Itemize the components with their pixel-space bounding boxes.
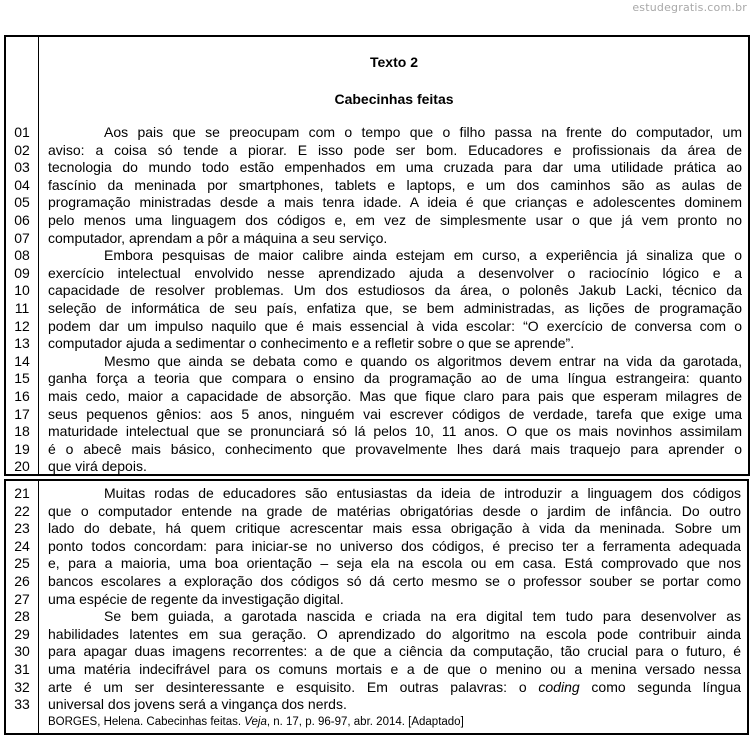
line-32-italic: coding [538, 678, 580, 695]
line-number: 28 [14, 608, 30, 625]
line-number: 24 [14, 537, 30, 554]
watermark: estudegratis.com.br [632, 1, 747, 14]
line-number: 30 [14, 643, 30, 660]
text-box-2 [4, 479, 749, 735]
line-number: 11 [14, 300, 30, 316]
text-line: exercício intelectual envolvido nesse aprendizado ajuda a desenvolver o raciocínio lógico e a [48, 264, 742, 281]
source-after: , n. 17, p. 96-97, abr. 2014. [Adaptado] [266, 716, 464, 728]
text-line: capacidade de resolver problemas. Um dos estudiosos da área, o polonês Jakub Lacki, técnico da [48, 282, 742, 299]
text-line: Se bem guiada, a garotada nascida e criada na era digital tem tudo para desenvolver as [104, 608, 741, 625]
line-number: 32 [14, 678, 30, 695]
text-line: e, para a maioria, uma boa orientação – seja ela na escola ou em casa. Está comprovado que nos [48, 555, 741, 572]
line-number: 07 [14, 229, 30, 246]
line-number: 19 [14, 440, 30, 457]
line-number: 02 [14, 141, 30, 158]
text-line: fascínio da meninada por smartphones, tablets e laptops, e um dos caminhos são as aulas de [48, 176, 742, 193]
source-before: BORGES, Helena. Cabecinhas feitas. [48, 716, 242, 728]
text-line: Aos pais que se preocupam com o tempo que o filho passa na frente do computador, um [104, 124, 742, 140]
text-line: maturidade intelectual que se pronunciará só lá pelos 10, 11 anos. O que os mais novinhos assimilam [48, 423, 742, 440]
text-line: mais cedo, maior a capacidade de absorção. Mas que fique claro para pais que esperam milagres de [48, 388, 742, 404]
text-line: universal dos jovens será a vingança dos nerds. [48, 696, 347, 713]
text-title: Cabecinhas feitas [334, 91, 454, 107]
text-line: tecnologia do mundo todo estão empenhados em uma cruzada para dar uma utilidade prática ao [48, 159, 742, 176]
line-number: 16 [14, 388, 30, 404]
text-label: Texto 2 [370, 54, 418, 70]
line-number: 22 [14, 502, 30, 519]
text-line: Mesmo que ainda se debata como e quando os algoritmos devem entrar na vida da garotada, [104, 352, 742, 369]
text-line: lado do debate, há quem critique acrescentar mais essa obrigação à vida da meninada. Sobre um [48, 520, 741, 537]
source-italic: Veja [244, 716, 267, 728]
line-number: 33 [14, 696, 30, 713]
line-number: 29 [14, 625, 30, 642]
text-line: pelo menos uma linguagem dos códigos e, em vez de simplesmente usar o que já vem pronto no [48, 212, 742, 228]
line-number: 13 [14, 335, 30, 352]
line-number: 26 [14, 573, 30, 589]
text-line: que virá depois. [48, 458, 147, 475]
line-number: 05 [14, 194, 30, 211]
text-line: podem dar um impulso naquilo que é mais essencial à vida escolar: “O exercício de conversa com o [48, 317, 742, 334]
line-number: 31 [14, 661, 30, 677]
line-number: 03 [14, 159, 30, 176]
line-number: 08 [14, 247, 30, 264]
text-line: que o computador entende na grade de matérias obrigatórias desde o jardim de infância. Do outro [48, 502, 741, 519]
text-line: uma espécie de regente da investigação digital. [48, 590, 344, 607]
text-line: Muitas rodas de educadores são entusiastas da ideia de introduzir a linguagem dos códigos [104, 485, 741, 501]
text-line: aviso: a coisa só tende a piorar. E isso pode ser bom. Educadores e profissionais da área de [48, 141, 742, 158]
line-number: 21 [14, 485, 30, 501]
source-citation [48, 716, 464, 728]
line-32-before: arte é um ser desinteressante e esquisito. Em outras palavras: o [48, 678, 527, 695]
line-number: 12 [14, 317, 30, 334]
line-number-divider [38, 37, 39, 474]
text-line: bancos escolares a exploração dos códigos só dá certo mesmo se o professor souber se portar como [48, 573, 741, 589]
text-line: computador, aprendam a pôr a máquina a seu serviço. [48, 229, 388, 246]
line-number: 04 [14, 176, 30, 193]
line-number: 01 [14, 124, 30, 140]
line-number: 18 [14, 423, 30, 440]
line-number: 15 [14, 370, 30, 387]
line-number: 09 [14, 264, 30, 281]
text-line: programação ministradas desde a mais tenra idade. A ideia é que crianças e adolescentes dominem [48, 194, 742, 211]
text-line: é o abecê mais básico, conhecimento que provavelmente lhes dará mais traquejo para aprender o [48, 440, 742, 457]
line-number: 14 [14, 352, 30, 369]
text-line: habilidades latentes em sua geração. O aprendizado do algoritmo na escola pode contribuir ainda [48, 625, 741, 642]
text-line: Embora pesquisas de maior calibre ainda estejam em curso, a experiência já sinaliza que o [104, 247, 742, 264]
line-number: 27 [14, 590, 30, 607]
line-number: 20 [14, 458, 30, 475]
line-number: 17 [14, 405, 30, 422]
line-number: 10 [14, 282, 30, 299]
line-number: 23 [14, 520, 30, 537]
line-32-after: como segunda língua [591, 678, 741, 695]
text-line: ponto todos concordam: para iniciar-se no universo dos códigos, é preciso ter a ferramenta adequada [48, 537, 741, 554]
line-number: 06 [14, 212, 30, 228]
text-box-1 [4, 35, 750, 476]
text-line: computador ajuda a sedimentar o conhecimento e a refletir sobre o que se aprende”. [48, 335, 575, 352]
text-line [48, 679, 741, 697]
text-line: uma matéria indecifrável para os comuns mortais e a de que o menino ou a menina versado nessa [48, 661, 741, 677]
line-number-divider [38, 481, 39, 733]
text-line: para apagar duas imagens recorrentes: a de que a ciência da computação, tão crucial para o futuro, é [48, 643, 741, 660]
line-number: 25 [14, 555, 30, 572]
text-line: ganha força a teoria que compara o ensino da programação ao de uma língua estrangeira: quanto [48, 370, 742, 387]
text-line: seus pequenos gênios: aos 5 anos, ninguém vai escrever códigos de verdade, tarefa que exige uma [48, 405, 742, 422]
text-line: seleção de informática de seu país, enfatiza que, se bem administradas, as lições de programação [48, 300, 742, 316]
